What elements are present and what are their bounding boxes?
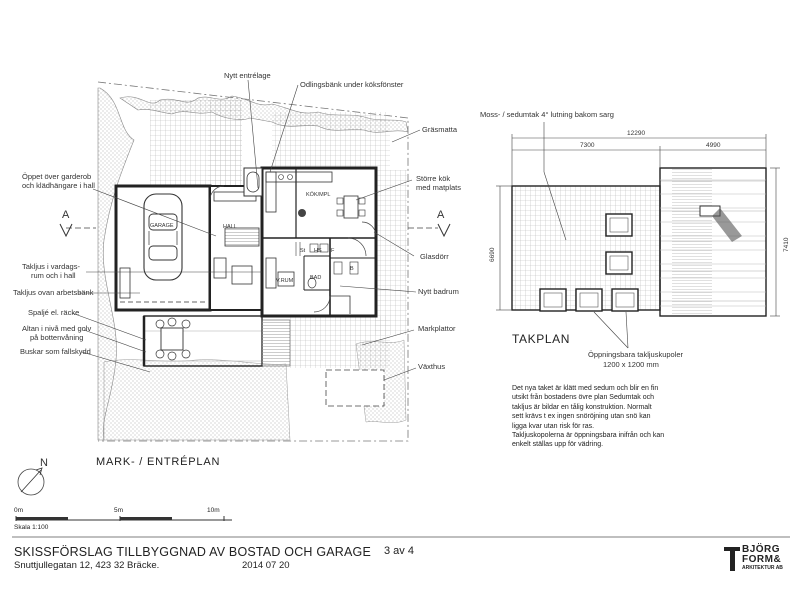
logo-line2: FORM& — [742, 554, 782, 565]
room-label-kitchen: KÖK/MPL — [306, 192, 331, 198]
roof-notes — [512, 384, 664, 450]
logo-line1: BJÖRG — [742, 544, 781, 555]
annotation-markplattor: Markplattor — [418, 324, 456, 333]
plan-title: MARK- / ENTRÉPLAN — [96, 456, 221, 468]
annotation-takljus-2: rum och i hall — [31, 271, 76, 280]
roof-note-line: takljus är bildar en tålig konstruktion. Normalt — [512, 403, 652, 411]
annotation-takljus-1: Takljus i vardags- — [22, 262, 80, 271]
roof-note-line: ligga kvar utan risk för ras. — [512, 422, 595, 430]
room-label-hs: HS — [314, 248, 322, 254]
section-letter-right: A — [437, 209, 445, 221]
section-mark-right — [408, 224, 450, 236]
section-mark-left — [60, 224, 96, 236]
skylight-label-2: 1200 x 1200 mm — [603, 360, 659, 369]
room-label-garage: GARAGE — [150, 223, 174, 229]
annotation-altan-2: på bottenvåning — [30, 333, 84, 342]
scale-tick-10: 10m — [207, 507, 220, 514]
north-arrow-icon — [18, 468, 44, 495]
annotation-takljus-bank: Takljus ovan arbetsbänk — [13, 288, 94, 297]
roof-note-line: enkelt ställas upp för vädring. — [512, 441, 604, 449]
annotation-nytt-badrum: Nytt badrum — [418, 287, 459, 296]
dim-total: 12290 — [627, 130, 646, 137]
section-letter-left: A — [62, 209, 70, 221]
room-label-f: F — [331, 248, 335, 254]
annotation-odlingsbank: Odlingsbänk under köksfönster — [300, 80, 404, 89]
footer-address: Snuttjullegatan 12, 423 32 Bräcke. — [14, 560, 160, 571]
site-plan — [60, 80, 450, 441]
annotation-garderob-2: och klädhängare i hall — [22, 181, 95, 190]
scale-bar — [16, 516, 232, 521]
roof-callout-top: Moss- / sedumtak 4° lutning bakom sarg — [480, 110, 614, 119]
roof-note-line: utsikt från bostadens övre plan Sedumtak och — [512, 394, 655, 402]
annotation-garderob-1: Öppet över garderob — [22, 172, 92, 181]
roof-plan — [496, 122, 780, 348]
dim-left: 7300 — [580, 142, 595, 149]
annotation-altan-1: Altan i nivå med golv — [22, 324, 92, 333]
room-label-hall: HALL — [223, 224, 237, 230]
roof-note-line: sett krävs t ex ingen snöröjning utan snö kan — [512, 413, 651, 421]
scale-label: Skala 1:100 — [14, 524, 49, 531]
footer-page: 3 av 4 — [384, 545, 414, 557]
roof-title: TAKPLAN — [512, 332, 570, 346]
logo-line3: ARKITEKTUR AB — [742, 565, 783, 571]
greenhouse — [326, 370, 384, 406]
annotation-buskar: Buskar som fallskydd — [20, 347, 91, 356]
annotation-entrelage: Nytt entrélage — [224, 71, 271, 80]
annotation-grasmatta: Gräsmatta — [422, 125, 458, 134]
annotation-storre-kok-1: Större kök — [416, 174, 451, 183]
scale-tick-5: 5m — [114, 507, 124, 514]
dim-height-left: 6690 — [489, 247, 496, 262]
roof-note-line: Takljuskopolerna är öppningsbara inifrån och kan — [512, 432, 665, 440]
company-logo — [724, 544, 790, 576]
bushes-bottom — [104, 360, 290, 440]
room-label-st: St — [300, 248, 306, 254]
annotation-spalje: Spaljé el. räcke — [28, 308, 80, 317]
car-icon — [144, 194, 182, 280]
annotation-storre-kok-2: med matplats — [416, 183, 462, 192]
footer-title: SKISSFÖRSLAG TILLBYGGNAD AV BOSTAD OCH GARAGE — [14, 545, 372, 559]
scale-tick-0: 0m — [14, 507, 24, 514]
annotation-vaxthus: Växthus — [418, 362, 446, 371]
footer-date: 2014 07 20 — [242, 560, 290, 571]
dim-right: 4990 — [706, 142, 721, 149]
room-label-b: B — [350, 266, 354, 272]
compass-north-label: N — [40, 457, 48, 469]
room-label-living: V.RUM — [276, 278, 294, 284]
hall — [210, 186, 262, 310]
roof-note-line: Det nya taket är klätt med sedum och blir en fin — [512, 385, 659, 392]
skylight-label-1: Öppningsbara takljuskupoler — [588, 350, 684, 359]
room-label-bath: BAD — [310, 275, 322, 281]
dim-height-right: 7410 — [783, 237, 790, 252]
annotation-glasdorr: Glasdörr — [420, 252, 449, 261]
